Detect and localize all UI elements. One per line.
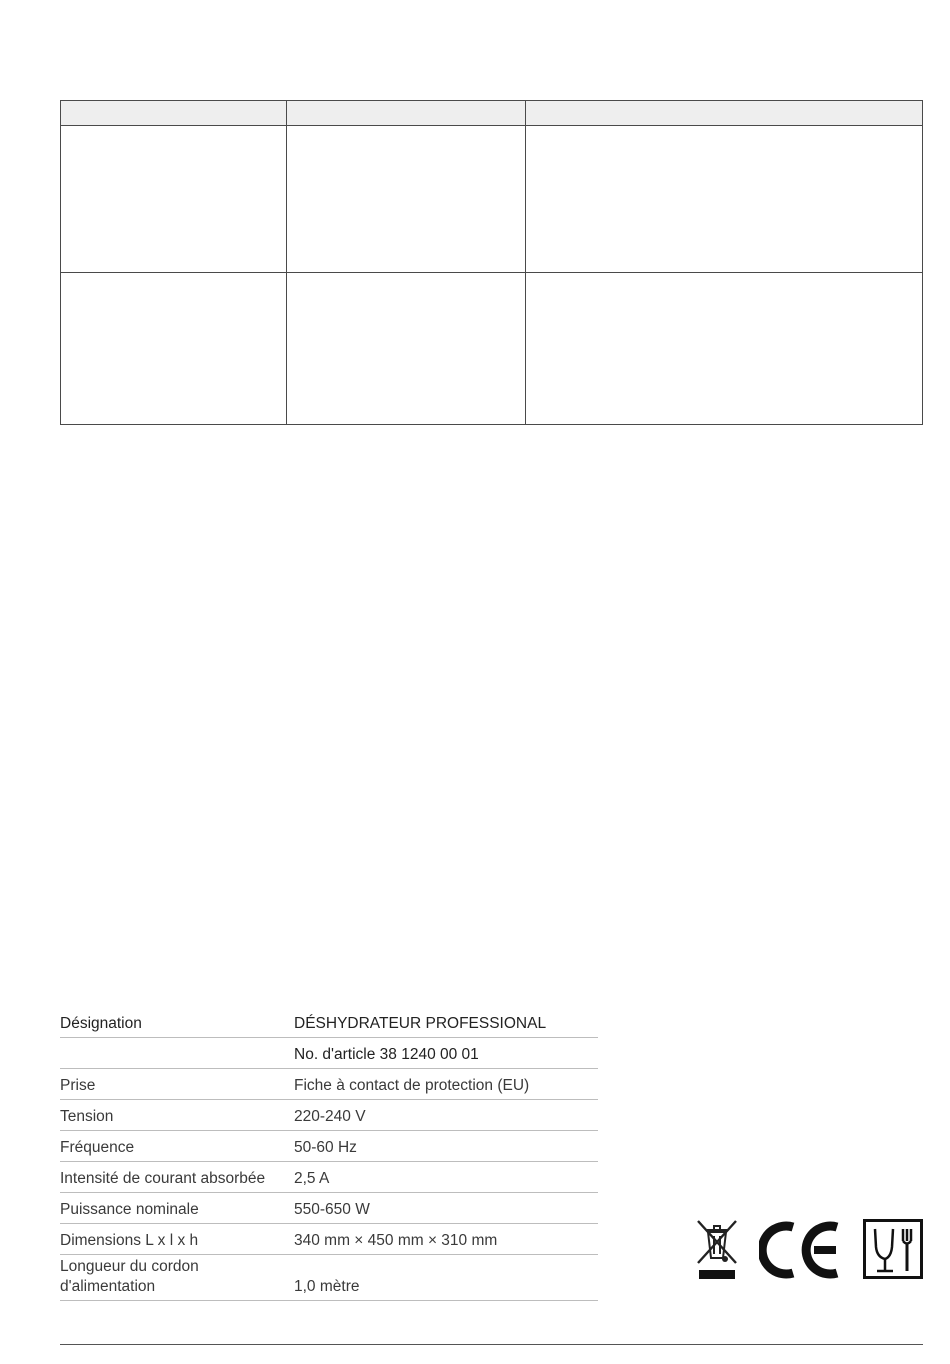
spec-value: 550-650 W <box>294 1193 598 1224</box>
spec-row-voltage <box>60 1100 598 1131</box>
table-row <box>61 273 923 425</box>
footer-rule <box>60 1344 923 1345</box>
table-cell <box>287 126 526 273</box>
spec-label: Puissance nominale <box>60 1193 294 1224</box>
spec-value: 50-60 Hz <box>294 1131 598 1162</box>
spec-label: Prise <box>60 1069 294 1100</box>
table-cell <box>61 126 287 273</box>
table-cell <box>526 273 923 425</box>
spec-row-current <box>60 1162 598 1193</box>
blank-table-header <box>61 101 923 126</box>
header-cell <box>287 101 526 126</box>
spec-value: 2,5 A <box>294 1162 598 1193</box>
spec-row-frequency <box>60 1131 598 1162</box>
spec-label-line: d'alimentation <box>60 1278 156 1295</box>
table-cell <box>526 126 923 273</box>
spec-row-article-number <box>60 1038 598 1069</box>
spec-row-designation <box>60 1007 598 1038</box>
table-cell <box>61 273 287 425</box>
spec-value: No. d'article 38 1240 00 01 <box>294 1038 598 1069</box>
spec-label <box>60 1038 294 1069</box>
header-cell <box>526 101 923 126</box>
spec-value: 340 mm × 450 mm × 310 mm <box>294 1224 598 1255</box>
spec-label: Fréquence <box>60 1131 294 1162</box>
table-cell <box>287 273 526 425</box>
spec-value: Fiche à contact de protection (EU) <box>294 1069 598 1100</box>
blank-table <box>60 100 923 425</box>
spec-row-power <box>60 1193 598 1224</box>
spec-label-line: Longueur du cordon <box>60 1258 199 1275</box>
spec-value: DÉSHYDRATEUR PROFESSIONAL <box>294 1007 598 1038</box>
spec-label: Dimensions L x l x h <box>60 1224 294 1255</box>
spec-label <box>60 1255 294 1301</box>
food-safe-icon <box>863 1219 923 1279</box>
spec-row-dimensions <box>60 1224 598 1255</box>
spec-value: 1,0 mètre <box>294 1255 598 1301</box>
spec-label: Désignation <box>60 1007 294 1038</box>
spec-row-plug <box>60 1069 598 1100</box>
spec-label: Tension <box>60 1100 294 1131</box>
certification-icons <box>695 1218 925 1282</box>
ce-mark-icon <box>759 1221 841 1279</box>
spec-row-cord-length <box>60 1255 598 1301</box>
weee-crossed-bin-icon <box>695 1218 739 1280</box>
spec-value: 220-240 V <box>294 1100 598 1131</box>
spec-label: Intensité de courant absorbée <box>60 1162 294 1193</box>
table-row <box>61 126 923 273</box>
header-cell <box>61 101 287 126</box>
technical-specs-table <box>60 1007 598 1301</box>
